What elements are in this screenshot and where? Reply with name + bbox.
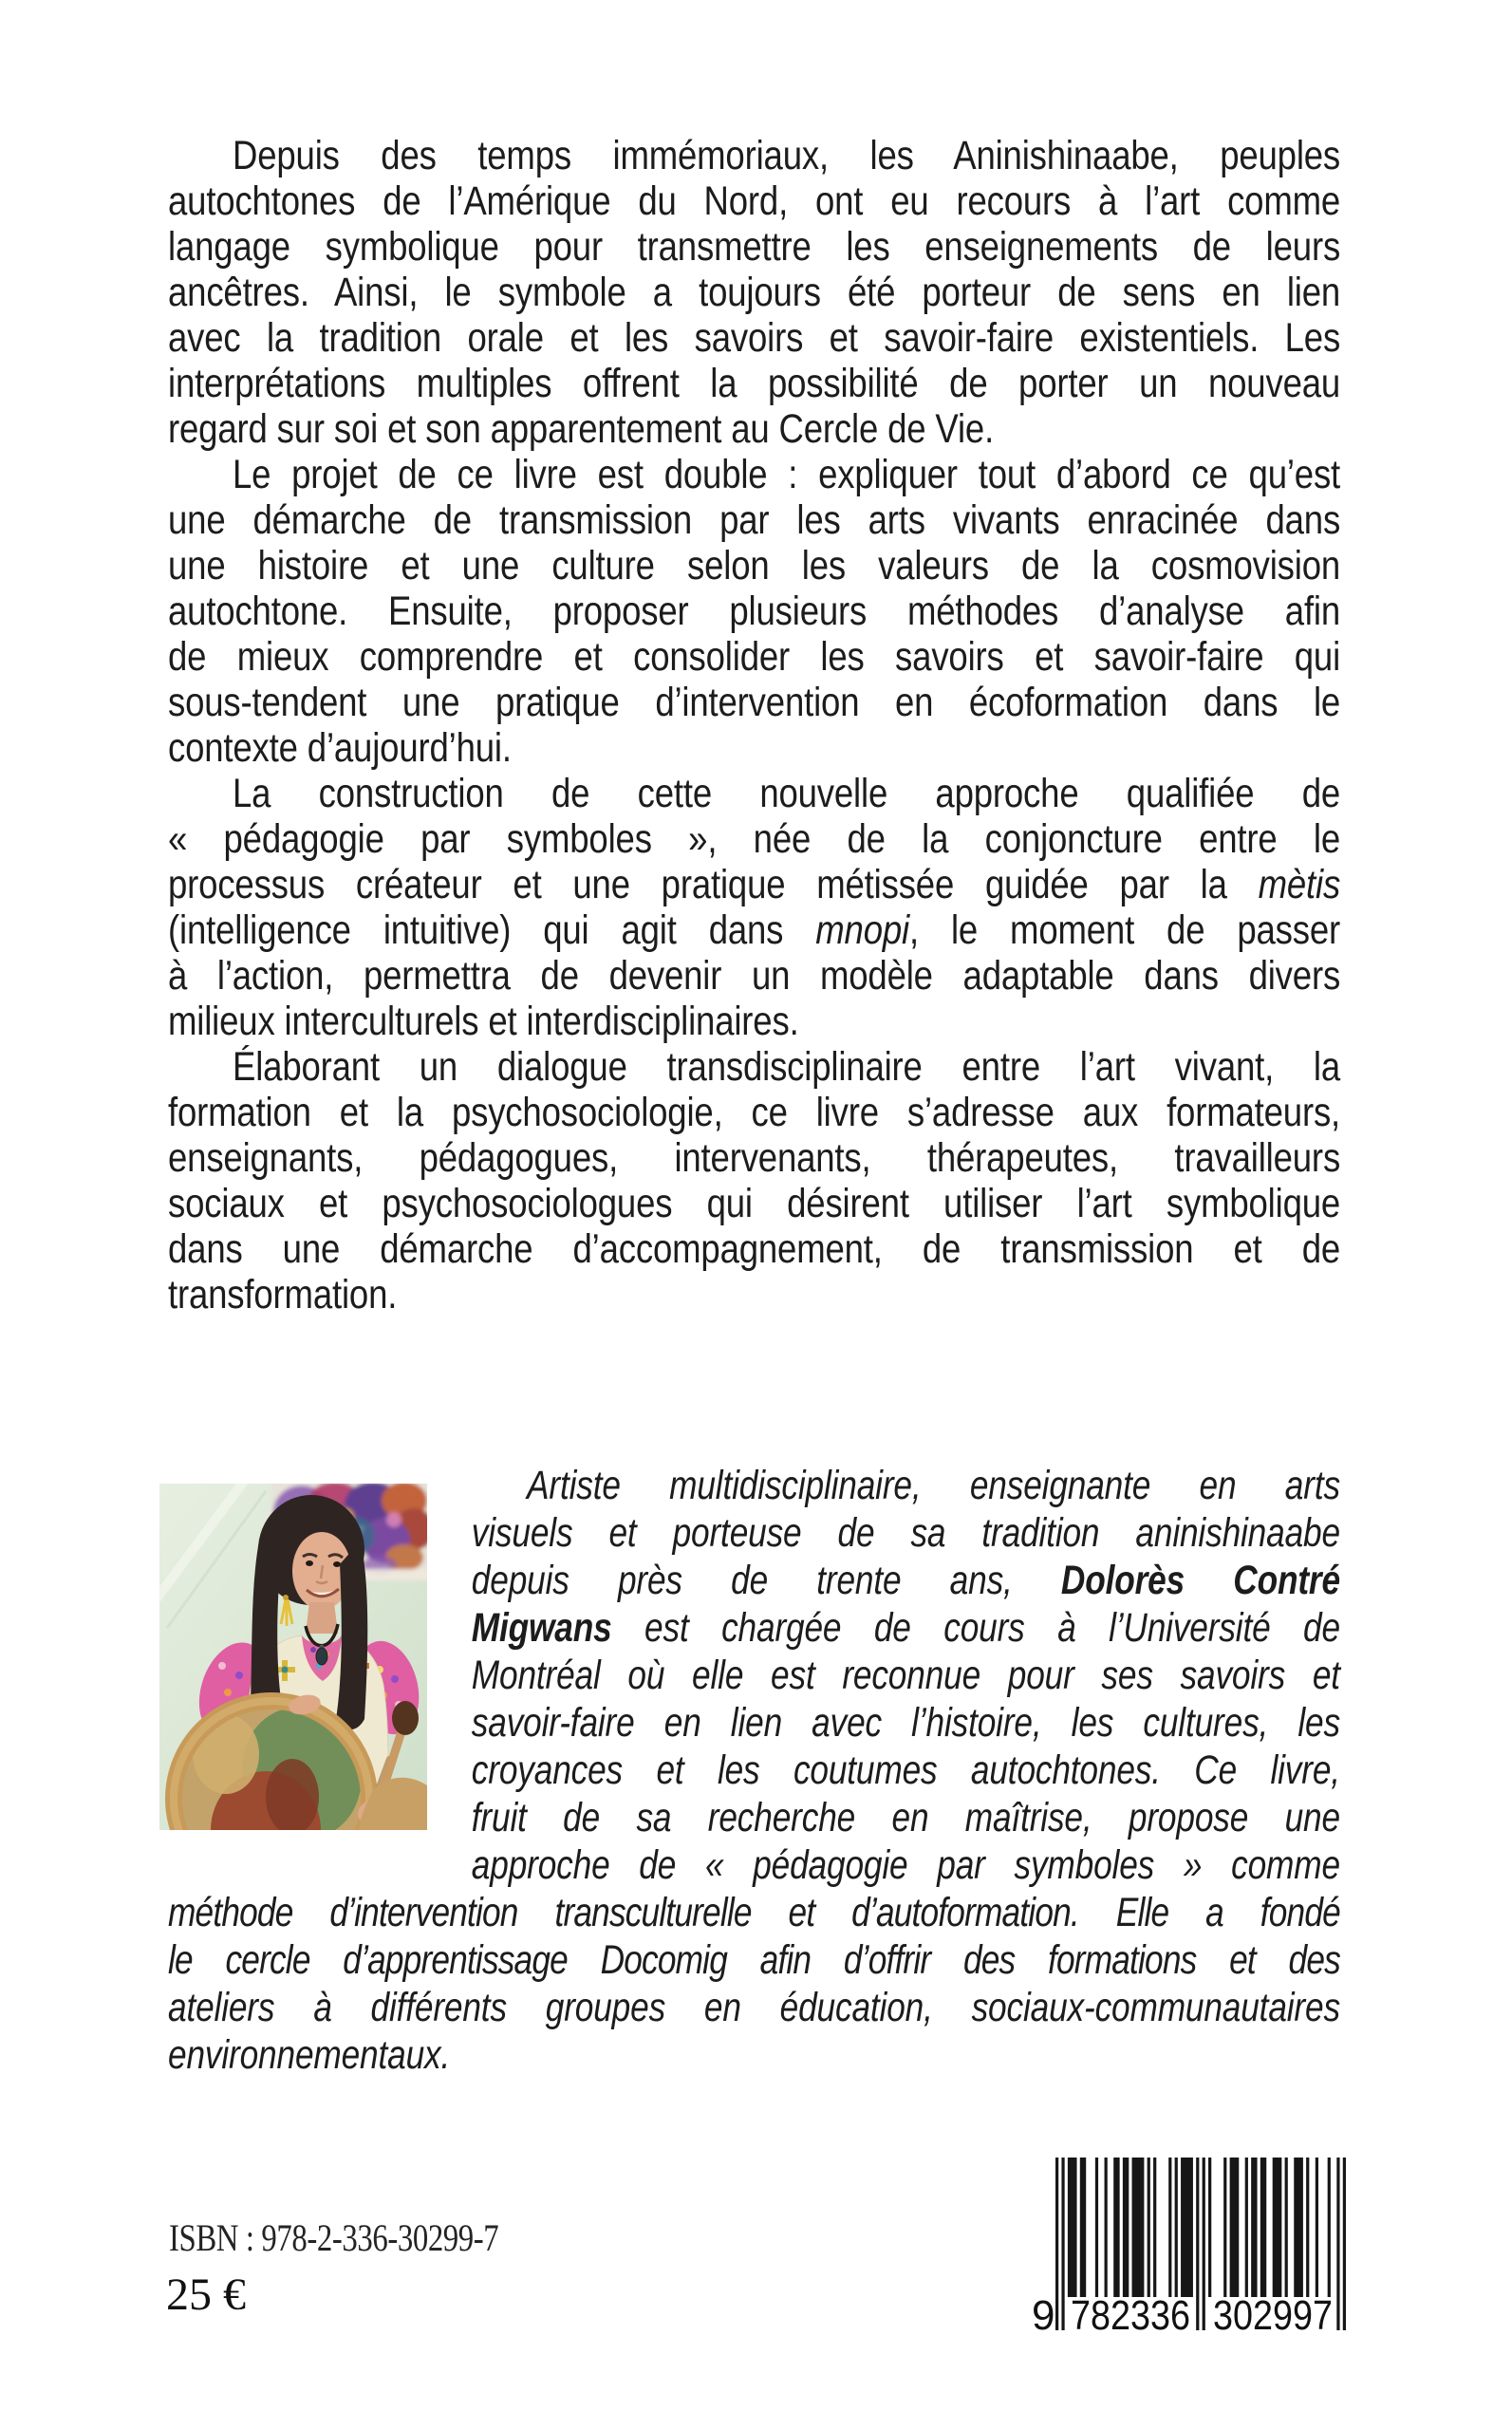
text-line: processus créateur et une pratique métissée guidée par la mètis xyxy=(168,862,1341,907)
text-line: enseignants, pédagogues, intervenants, thérapeutes, travailleurs xyxy=(168,1135,1341,1181)
text-line: Élaborant un dialogue transdisciplinaire entre l’art vivant, la xyxy=(233,1044,1341,1090)
text-line: Montréal où elle est reconnue pour ses savoirs et xyxy=(471,1653,1340,1698)
text-line: avec la tradition orale et les savoirs et savoir-faire existentiels. Les xyxy=(168,315,1341,361)
synopsis-text-block xyxy=(168,133,1340,1317)
text-line: ancêtres. Ainsi, le symbole a toujours été porteur de sens en lien xyxy=(168,270,1341,315)
text-line: dans une démarche d’accompagnement, de transmission et de xyxy=(168,1226,1341,1272)
barcode-left-group: 782336 xyxy=(1071,2292,1190,2338)
text-line: fruit de sa recherche en maîtrise, propose une xyxy=(471,1795,1340,1840)
text-line: visuels et porteuse de sa tradition aninishinaabe xyxy=(471,1510,1340,1556)
text-line: regard sur soi et son apparentement au Cercle de Vie. xyxy=(168,406,995,452)
text-line: milieux interculturels et interdisciplinaires. xyxy=(168,999,799,1044)
author-bio-block xyxy=(168,1462,1340,2079)
text-line: Migwans est chargée de cours à l’Université de xyxy=(471,1605,1340,1651)
text-line: une démarche de transmission par les arts vivants enracinée dans xyxy=(168,497,1341,543)
text-line: autochtone. Ensuite, proposer plusieurs méthodes d’analyse afin xyxy=(168,588,1341,634)
text-line: contexte d’aujourd’hui. xyxy=(168,725,512,771)
text-line: de mieux comprendre et consolider les savoirs et savoir-faire qui xyxy=(168,634,1341,680)
text-line: formation et la psychosociologie, ce livre s’adresse aux formateurs, xyxy=(168,1090,1341,1135)
barcode-left-digit: 9 xyxy=(1032,2292,1055,2338)
text-line: environnementaux. xyxy=(168,2032,451,2078)
text-line: langage symbolique pour transmettre les enseignements de leurs xyxy=(168,224,1341,270)
text-line: (intelligence intuitive) qui agit dans mnopi, le moment de passer xyxy=(168,907,1341,953)
ean13-barcode xyxy=(1030,2158,1353,2338)
text-line: une histoire et une culture selon les valeurs de la cosmovision xyxy=(168,543,1341,588)
price-text: 25 € xyxy=(166,2270,246,2320)
text-line: transformation. xyxy=(168,1272,398,1317)
text-line: La construction de cette nouvelle approche qualifiée de xyxy=(233,771,1341,816)
isbn-text: ISBN : 978-2-336-30299-7 xyxy=(169,2216,499,2259)
text-line: sous-tendent une pratique d’intervention en écoformation dans le xyxy=(168,680,1341,725)
text-line: depuis près de trente ans, Dolorès Contré xyxy=(471,1558,1340,1603)
text-line: interprétations multiples offrent la possibilité de porter un nouveau xyxy=(168,361,1341,406)
text-line: à l’action, permettra de devenir un modèle adaptable dans divers xyxy=(168,953,1341,999)
text-line: Artiste multidisciplinaire, enseignante en arts xyxy=(527,1463,1340,1508)
text-line: croyances et les coutumes autochtones. Ce livre, xyxy=(471,1747,1340,1793)
text-line: Depuis des temps immémoriaux, les Aninishinaabe, peuples xyxy=(233,133,1341,178)
text-line: ateliers à différents groupes en éducation, sociaux-communautaires xyxy=(168,1985,1340,2030)
text-line: le cercle d’apprentissage Docomig afin d’offrir des formations et des xyxy=(168,1937,1340,1983)
barcode-right-group: 302997 xyxy=(1213,2292,1333,2338)
text-line: Le projet de ce livre est double : expliquer tout d’abord ce qu’est xyxy=(233,452,1341,497)
text-line: approche de « pédagogie par symboles » comme xyxy=(471,1842,1340,1888)
text-line: autochtones de l’Amérique du Nord, ont eu recours à l’art comme xyxy=(168,178,1341,224)
text-line: sociaux et psychosociologues qui désirent utiliser l’art symbolique xyxy=(168,1181,1341,1226)
text-line: « pédagogie par symboles », née de la conjoncture entre le xyxy=(168,816,1341,862)
text-line: méthode d’intervention transculturelle et d’autoformation. Elle a fondé xyxy=(168,1890,1340,1935)
text-line: savoir-faire en lien avec l’histoire, les cultures, les xyxy=(471,1700,1340,1746)
